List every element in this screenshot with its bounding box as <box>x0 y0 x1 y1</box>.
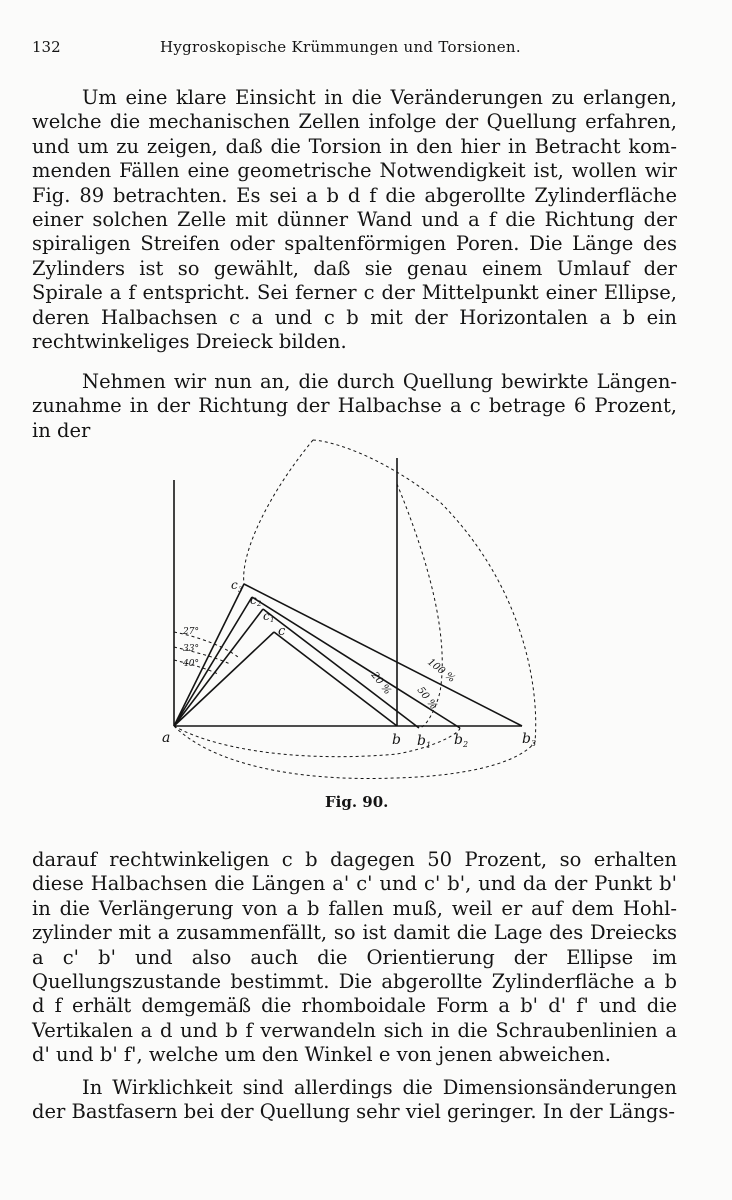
line-a-c3 <box>174 584 244 726</box>
label-b3-sub: 3 <box>531 739 537 748</box>
line-c3-b3 <box>244 584 522 726</box>
figure-90 <box>140 432 580 832</box>
label-c1-sub: 1 <box>270 616 275 624</box>
label-b2: b <box>454 732 463 748</box>
label-c3: c <box>231 578 238 592</box>
label-c1: c <box>263 609 270 623</box>
paragraph-2: Nehmen wir nun an, die durch Quellung bewirkte Längenzunahme in der Richtung der Halbachse a c betrage 6 Prozent, in der <box>32 370 677 442</box>
upper-dotted-arc <box>244 440 313 584</box>
pct-label-20: 20 % <box>368 670 393 697</box>
running-title: Hygroskopische Krümmungen und Torsionen. <box>160 38 521 56</box>
outer-dotted-curve <box>174 440 536 779</box>
label-b: b <box>392 732 401 748</box>
label-b1: b <box>417 733 426 749</box>
line-c1-b1 <box>263 609 419 728</box>
label-b3: b <box>522 731 531 747</box>
label-c2: c <box>250 593 257 607</box>
angle-label-40: 40° <box>183 659 199 669</box>
label-b1-sub: 1 <box>426 741 432 750</box>
label-c2-sub: 2 <box>257 600 262 608</box>
figure-caption: Fig. 90. <box>325 793 389 811</box>
page-number: 132 <box>32 38 61 56</box>
label-c: c <box>278 624 286 639</box>
angle-label-27: 27° <box>183 627 199 637</box>
pct-label-50: 50 % <box>414 685 439 712</box>
label-b2-sub: 2 <box>463 740 469 749</box>
angle-label-33: 33° <box>183 644 199 654</box>
label-c3-sub: 3 <box>238 586 243 594</box>
label-a: a <box>162 730 171 746</box>
figure-diagram <box>140 432 580 832</box>
paragraph-4: In Wirklichkeit sind allerdings die Dimensionsänderungen der Bastfasern bei der Quellung sehr viel geringer. In der Längs- <box>32 1076 677 1124</box>
pct-label-100: 100 % <box>425 656 457 685</box>
paragraph-1: Um eine klare Einsicht in die Veränderungen zu erlangen, welche die mechanischen Zellen infolge der Quellung erfahren, und um zu zeigen, daß die Torsion in den hier in Betracht kommenden Fällen eine geometrische Notwendigkeit ist, wollen wir Fig. 89 betrachten. Es sei a b d f die abgerollte Zylinderfläche einer solchen Zelle mit dünner Wand und a f die Richtung der spiraligen Streifen oder spaltenförmigen Poren. Die Länge des Zylinders ist so gewählt, daß sie genau einem Umlauf der Spirale a f entspricht. Sei ferner c der Mittelpunkt einer Ellipse, deren Halbachsen c a und c b mit der Horizontalen a b ein rechtwinkeliges Dreieck bilden. <box>32 86 677 354</box>
paragraph-3: darauf rechtwinkeligen c b dagegen 50 Prozent, so erhalten diese Halbachsen die Längen a' c' und c' b', und da der Punkt b' in die Verlängerung von a b fallen muß, weil er auf dem Hohlzylinder mit a zusammenfällt, so ist damit die Lage des Dreiecks a c' b' und also auch die Orientierung der Ellipse im Quellungszustande bestimmt. Die abgerollte Zylinderfläche a b d f erhält demgemäß die rhomboidale Form a b' d' f' und die Vertikalen a d und b f verwandeln sich in die Schraubenlinien a d' und b' f', welche um den Winkel e von jenen abweichen. <box>32 848 677 1067</box>
page-header <box>32 38 704 60</box>
